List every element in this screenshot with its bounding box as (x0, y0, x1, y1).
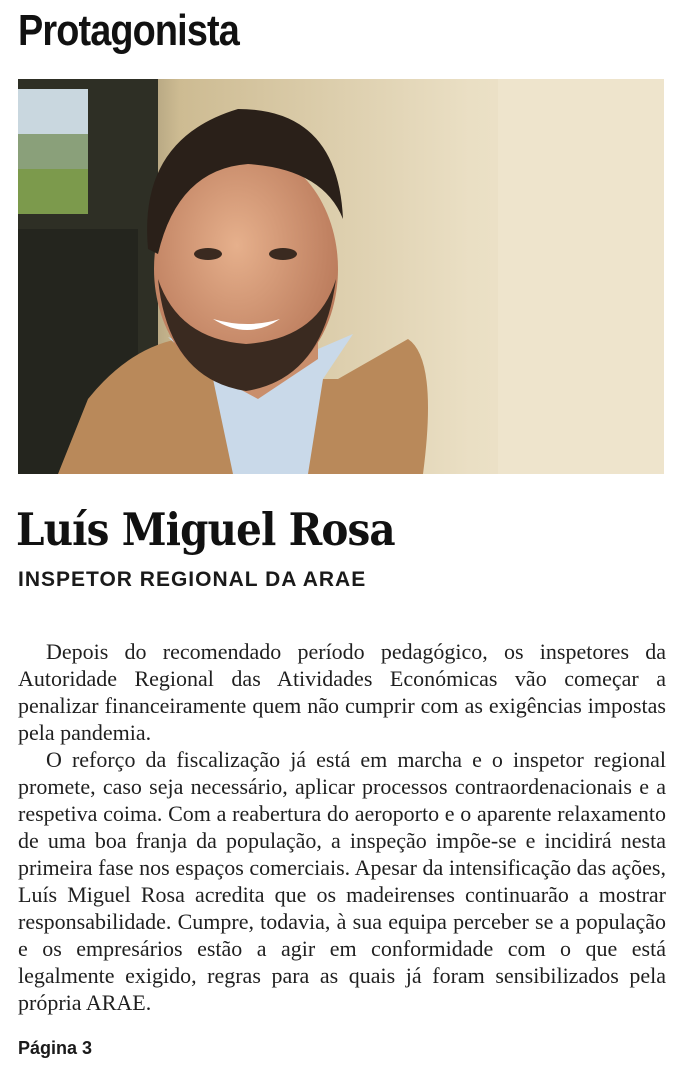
page-reference: Página 3 (18, 1038, 93, 1058)
portrait-photo (18, 79, 664, 474)
person-name: Luís Miguel Rosa (16, 503, 395, 556)
section-title: Protagonista (18, 6, 239, 55)
article-paragraph: O reforço da fiscalização já está em marcha e o inspetor regional promete, caso seja necessário, aplicar processos contraordenacionais e a respetiva coima. Com a reabertura do aeroporto e o aparente relaxamento de uma boa franja da população, a inspeção impõe-se e incidirá nesta primeira fase nos espaços comerciais. Apesar da intensificação das ações, Luís Miguel Rosa acredita que os madeirenses continuarão a mostrar responsabilidade. Cumpre, todavia, à sua equipa perceber se a população e os empresários estão a agir em conformidade com o que está legalmente exigido, regras para as quais já foram sensibilizados pela própria ARAE. (18, 747, 666, 1015)
article-body (18, 638, 666, 1016)
article-paragraph: Depois do recomendado período pedagógico, os inspetores da Autoridade Regional das Atividades Económicas vão começar a penalizar financeiramente quem não cumprir com as exigências impostas pela pandemia. (18, 639, 666, 745)
person-role: INSPETOR REGIONAL DA ARAE (18, 568, 367, 591)
